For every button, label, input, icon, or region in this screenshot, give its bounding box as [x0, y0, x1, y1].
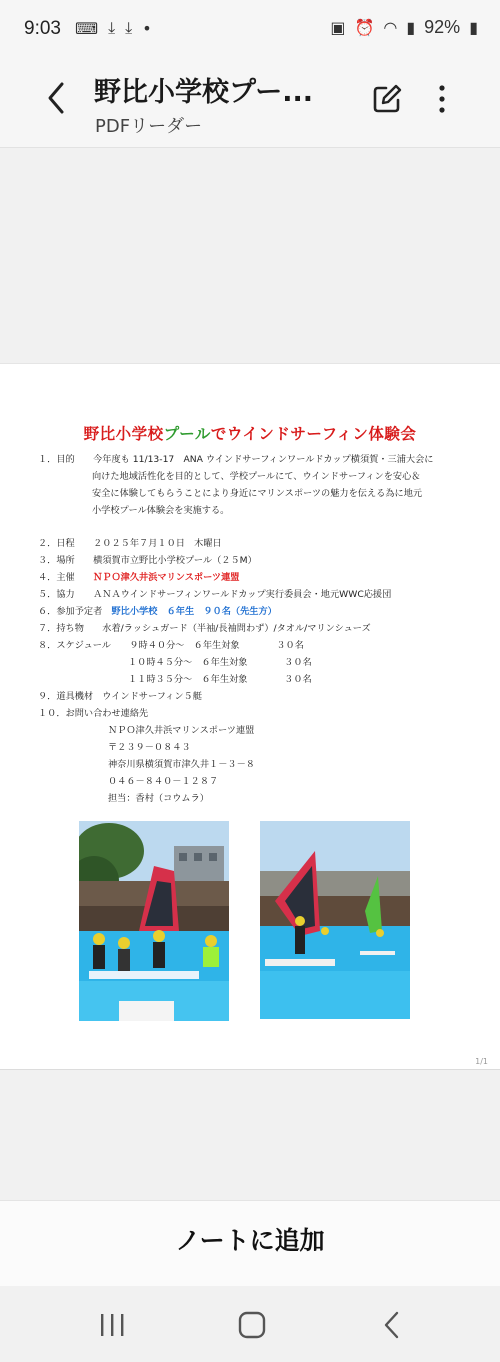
organizer-name: ＮＰＯ津久井浜マリンスポーツ連盟 [93, 572, 240, 583]
purpose-line-3: 安全に体験してもらうことにより身近にマリンスポーツの魅力を伝える為に地元 [92, 488, 423, 499]
recent-apps-icon[interactable] [92, 1308, 132, 1342]
alarm-icon: ⏰ [354, 18, 375, 37]
document-title: 野比小学校プー... [94, 77, 313, 108]
battery-icon: ▮ [469, 18, 478, 37]
pdf-viewer[interactable] [0, 148, 500, 1200]
contact-org: ＮＰＯ津久井浜マリンスポーツ連盟 [108, 725, 255, 736]
organizer-line: ４．主催 ＮＰＯ津久井浜マリンスポーツ連盟 [38, 572, 240, 583]
schedule-line-3: １１時３５分～ ６年生対象 ３０名 [128, 674, 312, 685]
pdf-page[interactable] [0, 363, 500, 1070]
pool-photo-1 [79, 821, 229, 1021]
status-time: 9:03 [24, 18, 61, 39]
flyer-title: 野比小学校プールでウインドサーフィン体験会 [83, 425, 417, 443]
belongings-line: ７．持ち物 水着/ラッシュガード（半袖/長袖問わず）/タオル/マリンシューズ [38, 623, 371, 634]
download-icon: ⤓ [108, 18, 116, 37]
status-bar [0, 0, 500, 60]
dot-icon: • [142, 18, 152, 38]
back-icon[interactable] [372, 1308, 412, 1342]
battery-saver-icon: ▣ [330, 18, 346, 37]
battery-percent: 92% [424, 17, 461, 37]
contact-address: 神奈川県横須賀市津久井１－３－８ [108, 759, 255, 770]
participants-line: ６．参加予定者 野比小学校 ６年生 ９０名（先生方） [38, 606, 277, 617]
equipment-line: ９．道具機材 ウインドサーフィン５艇 [38, 691, 202, 702]
purpose-line-1: １．目的 今年度も 11/13-17 ANA ウインドサーフィンワールドカップ横須賀・三浦大会に [38, 454, 434, 465]
home-icon[interactable] [232, 1308, 272, 1342]
download-icon-2: ⤓ [125, 18, 133, 37]
signal-icon: ▮ [406, 18, 416, 37]
contact-person: 担当：香村（コウムラ） [108, 793, 209, 804]
wifi-icon: ◠ [383, 18, 398, 37]
venue-line: ３．場所 横須賀市立野比小学校プール（２５M） [38, 555, 257, 566]
schedule-line-2: １０時４５分～ ６年生対象 ３０名 [128, 657, 312, 668]
system-nav-bar [0, 1286, 500, 1362]
notification-icons [75, 18, 152, 38]
pool-photo-2 [260, 821, 410, 1019]
contact-zip: 〒２３９－０８４３ [108, 742, 191, 753]
bottom-action-bar [0, 1200, 500, 1286]
app-subtitle: PDFリーダー [95, 116, 203, 137]
app-bar [0, 60, 500, 148]
system-icons [330, 17, 478, 38]
purpose-line-2: 向けた地域活性化を目的として、学校プールにて、ウインドサーフィンを安心＆ [92, 471, 421, 482]
contact-heading: １０．お問い合わせ連絡先 [38, 708, 149, 719]
purpose-line-4: 小学校プール体験会を実施する。 [92, 505, 230, 516]
contact-phone: ０４６－８４０－１２８７ [108, 776, 219, 787]
add-to-note-button[interactable]: ノートに追加 [175, 1226, 325, 1255]
page-indicator: 1/1 [475, 1057, 488, 1066]
back-arrow-icon[interactable] [40, 78, 72, 118]
cooperation-line: ５．協力 ＡＮＡウインドサーフィンワールドカップ実行委員会・地元WWC応援団 [38, 589, 392, 600]
edit-icon[interactable] [370, 82, 404, 116]
schedule-line-1: ８．スケジュール ９時４０分～ ６年生対象 ３０名 [38, 640, 304, 651]
date-line: ２．日程 ２０２５年７月１０日 木曜日 [38, 538, 222, 549]
participants-value: 野比小学校 ６年生 ９０名（先生方） [111, 606, 277, 617]
more-vertical-icon[interactable] [430, 82, 454, 116]
keyboard-icon: ⌨ [75, 18, 99, 38]
